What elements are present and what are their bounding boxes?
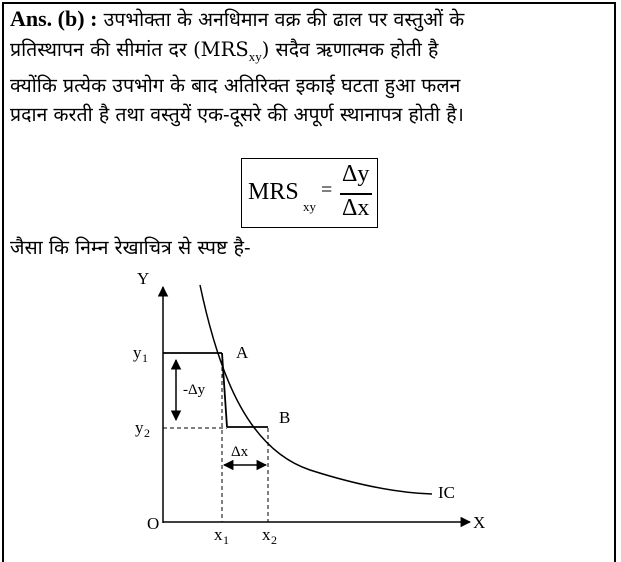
indifference-curve bbox=[200, 285, 432, 494]
formula-denominator: Δx bbox=[342, 195, 370, 221]
formula-lhs: MRS bbox=[248, 179, 299, 205]
y1-subscript: 1 bbox=[142, 351, 148, 365]
delta-y-drop-line bbox=[222, 353, 227, 427]
answer-line-4: प्रदान करती है तथा वस्तुयें एक-दूसरे की अपूर्ण स्थानापत्र होती है। bbox=[10, 103, 464, 127]
answer-text-2a: प्रतिस्थापन की सीमांत दर (MRS bbox=[10, 37, 249, 61]
answer-text-2b: ) सदैव ऋणात्मक होती है bbox=[261, 37, 439, 61]
x1-label: x bbox=[214, 525, 223, 544]
y2-label: y bbox=[135, 418, 144, 437]
delta-y-label: -Δy bbox=[183, 382, 206, 398]
x1-subscript: 1 bbox=[223, 533, 229, 547]
answer-label: Ans. (b) : bbox=[10, 6, 98, 31]
y2-subscript: 2 bbox=[144, 426, 150, 440]
delta-x-label: Δx bbox=[231, 444, 249, 460]
point-b-label: B bbox=[279, 408, 291, 427]
answer-text-1: उपभोक्ता के अनधिमान वक्र की ढाल पर वस्तुओं के bbox=[103, 8, 465, 31]
y-axis-label: Y bbox=[137, 269, 150, 288]
formula-numerator: Δy bbox=[342, 161, 370, 187]
x-axis-label: X bbox=[473, 513, 486, 532]
x2-subscript: 2 bbox=[271, 533, 277, 547]
ic-label: IC bbox=[438, 483, 455, 502]
x2-label: x bbox=[262, 525, 271, 544]
formula-lhs-subscript: xy bbox=[303, 199, 316, 214]
y1-label: y bbox=[133, 343, 142, 362]
mrs-subscript: xy bbox=[248, 48, 262, 64]
answer-line-3: क्योंकि प्रत्येक उपभोग के बाद अतिरिक्त इकाई घटता हुआ फलन bbox=[10, 73, 461, 97]
origin-label: O bbox=[147, 514, 160, 533]
formula-equals: = bbox=[321, 179, 333, 201]
point-a-label: A bbox=[236, 343, 249, 362]
diagram-lead-text: जैसा कि निम्न रेखाचित्र से स्पष्ट है- bbox=[10, 236, 251, 259]
